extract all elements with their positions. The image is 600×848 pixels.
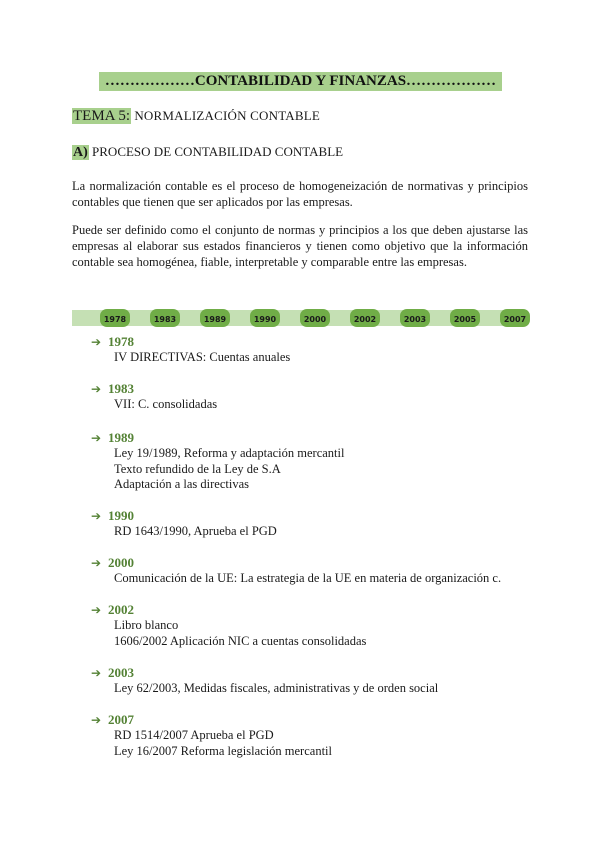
timeline-year-label: 2005 (453, 315, 477, 324)
arrow-right-icon: ➔ (91, 666, 102, 680)
arrow-right-icon: ➔ (91, 431, 102, 445)
event-year: 2000 (108, 555, 134, 570)
timeline-year-label: 2007 (503, 315, 527, 324)
timeline-year-label: 2003 (403, 315, 427, 324)
arrow-right-icon: ➔ (91, 335, 102, 349)
section-title: PROCESO DE CONTABILIDAD CONTABLE (92, 144, 344, 159)
arrow-right-icon: ➔ (91, 713, 102, 727)
event-year-heading (91, 430, 344, 446)
timeline-year-1978 (100, 309, 130, 327)
timeline-year-2000 (300, 309, 330, 327)
paragraph-objective: Puede ser definido como el conjunto de normas y principios a los que deben ajustarse las empresas al elaborar sus estados financieros y tienen como objetivo que la información contable sea homogénea, fiable, interpretable y comparable entre las empresas. (72, 223, 528, 269)
event-year: 1989 (108, 430, 134, 445)
event-1983 (91, 381, 217, 413)
timeline-graphic (72, 306, 532, 330)
event-1990 (91, 508, 277, 540)
arrow-right-icon: ➔ (91, 556, 102, 570)
timeline-year-label: 1978 (103, 315, 127, 324)
topic-heading (72, 107, 320, 125)
event-2003 (91, 665, 438, 697)
event-description: Comunicación de la UE: La estrategia de la UE en materia de organización c. (114, 571, 502, 585)
event-year: 1990 (108, 508, 134, 523)
timeline-year-2007 (500, 309, 530, 327)
timeline-year-label: 2002 (353, 315, 377, 324)
section-letter: A) (73, 145, 88, 160)
event-year: 2007 (108, 712, 134, 727)
timeline-year-2002 (350, 309, 380, 327)
event-description: IV DIRECTIVAS: Cuentas anuales (114, 350, 291, 364)
timeline-year-2005 (450, 309, 480, 327)
event-2000 (91, 555, 501, 587)
event-description: Texto refundido de la Ley de S.A (114, 461, 281, 476)
event-description: RD 1514/2007 Aprueba el PGD (114, 728, 274, 742)
arrow-right-icon: ➔ (91, 382, 102, 396)
timeline-year-1989 (200, 309, 230, 327)
topic-title: NORMALIZACIÓN CONTABLE (134, 108, 321, 123)
timeline-year-label: 1989 (203, 315, 227, 324)
timeline-year-1990 (250, 309, 280, 327)
section-heading (72, 143, 343, 162)
event-year-heading (91, 712, 332, 728)
paragraph-definition: La normalización contable es el proceso de homogeneización de normativas y principios contables que tienen que ser aplicados por las empresas. (72, 179, 528, 209)
timeline-year-label: 2000 (303, 315, 327, 324)
event-description: Ley 62/2003, Medidas fiscales, administrativas y de orden social (114, 681, 439, 695)
event-1989 (91, 430, 344, 493)
timeline-year-label: 1990 (253, 315, 277, 324)
arrow-right-icon: ➔ (91, 509, 102, 523)
event-1978 (91, 334, 290, 366)
event-2007 (91, 712, 332, 759)
course-title-banner: ………………CONTABILIDAD Y FINANZAS……………… (99, 72, 502, 91)
event-description: 1606/2002 Aplicación NIC a cuentas consolidadas (114, 633, 367, 648)
event-year-heading (91, 555, 501, 571)
timeline-year-1983 (150, 309, 180, 327)
event-description: Ley 19/1989, Reforma y adaptación mercantil (114, 446, 345, 460)
event-2002 (91, 602, 366, 649)
event-year-heading (91, 334, 290, 350)
arrow-right-icon: ➔ (91, 603, 102, 617)
event-year-heading (91, 665, 438, 681)
event-year: 1983 (108, 381, 134, 396)
timeline-year-label: 1983 (153, 315, 177, 324)
event-year: 1978 (108, 334, 134, 349)
event-description: RD 1643/1990, Aprueba el PGD (114, 524, 277, 538)
event-year: 2002 (108, 602, 134, 617)
event-year-heading (91, 602, 366, 618)
event-description: Libro blanco (114, 618, 179, 632)
event-year-heading (91, 508, 277, 524)
topic-number: TEMA 5: (73, 108, 131, 124)
timeline-year-2003 (400, 309, 430, 327)
event-description: Ley 16/2007 Reforma legislación mercantil (114, 743, 332, 758)
event-year-heading (91, 381, 217, 397)
event-description: VII: C. consolidadas (114, 397, 218, 411)
event-description: Adaptación a las directivas (114, 477, 250, 491)
event-year: 2003 (108, 665, 134, 680)
